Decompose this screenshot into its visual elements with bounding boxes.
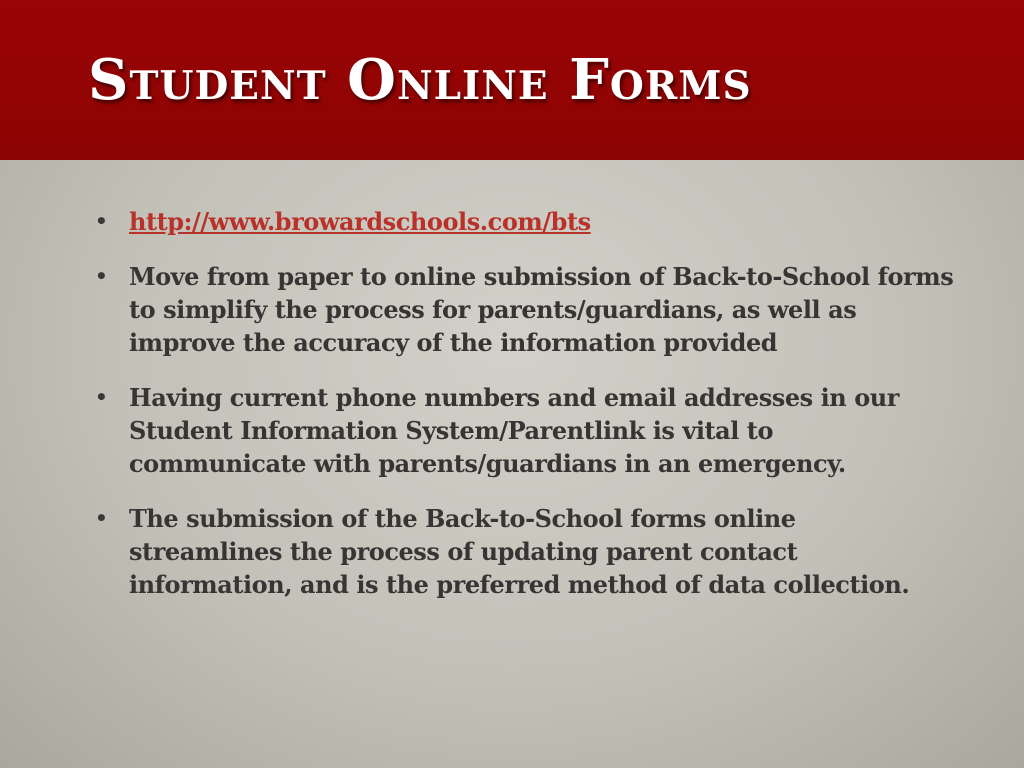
bullet-text: Move from paper to online submission of Back-to-School forms to simplify the process for parents/guardians, as well as improve the accuracy of the information provided [129,262,954,357]
bullet-dot-icon: • [95,264,108,288]
bullet-dot-icon: • [95,506,108,530]
slide-content [95,205,955,623]
bullet-item [95,205,955,238]
slide-title: Student Online Forms [88,47,752,113]
bullet-item [95,381,955,480]
title-bar [0,0,1024,160]
bullet-dot-icon: • [95,385,108,409]
bullet-item [95,260,955,359]
bts-link[interactable]: http://www.browardschools.com/bts [129,207,591,236]
bullet-text: Having current phone numbers and email addresses in our Student Information System/Parentlink is vital to communicate with parents/guardians in an emergency. [129,383,899,478]
bullet-item [95,502,955,601]
bullet-text: The submission of the Back-to-School forms online streamlines the process of updating parent contact information, and is the preferred method of data collection. [129,504,910,599]
bullet-dot-icon: • [95,209,108,233]
